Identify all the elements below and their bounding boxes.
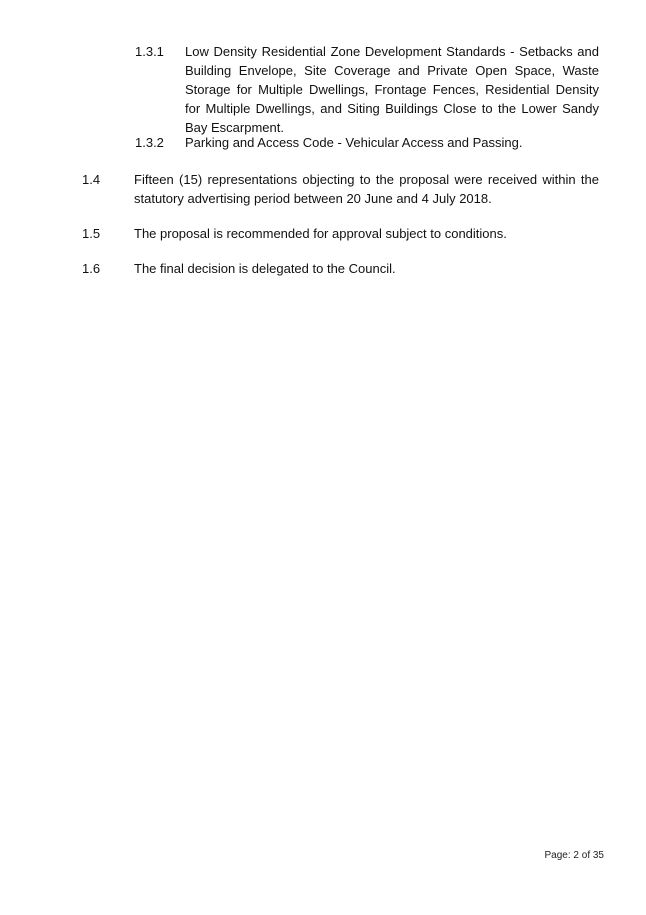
list-item-1-6 — [82, 259, 599, 278]
list-item-1-5 — [82, 224, 599, 243]
item-number: 1.5 — [82, 226, 101, 241]
item-text: Parking and Access Code - Vehicular Access and Passing. — [185, 135, 523, 150]
list-item-1-3-1 — [135, 42, 599, 137]
list-item-1-3-2 — [135, 133, 599, 152]
item-text: The proposal is recommended for approval subject to conditions. — [134, 226, 507, 241]
list-item-1-4 — [82, 170, 599, 208]
item-number: 1.3.1 — [135, 44, 164, 59]
item-number: 1.6 — [82, 261, 101, 276]
page-number: Page: 2 of 35 — [544, 850, 604, 861]
item-number: 1.3.2 — [135, 135, 164, 150]
item-text: The final decision is delegated to the Council. — [134, 261, 396, 276]
item-text: Fifteen (15) representations objecting to the proposal were received within the statutory advertising period between 20 June and 4 July 2018. — [134, 172, 599, 206]
item-text: Low Density Residential Zone Development Standards - Setbacks and Building Envelope, Site Coverage and Private Open Space, Waste Storage for Multiple Dwellings, Frontage Fences, Residential Density for Multiple Dwellings, and Siting Buildings Close to the Lower Sandy Bay Escarpment. — [185, 44, 599, 135]
item-number: 1.4 — [82, 172, 101, 187]
